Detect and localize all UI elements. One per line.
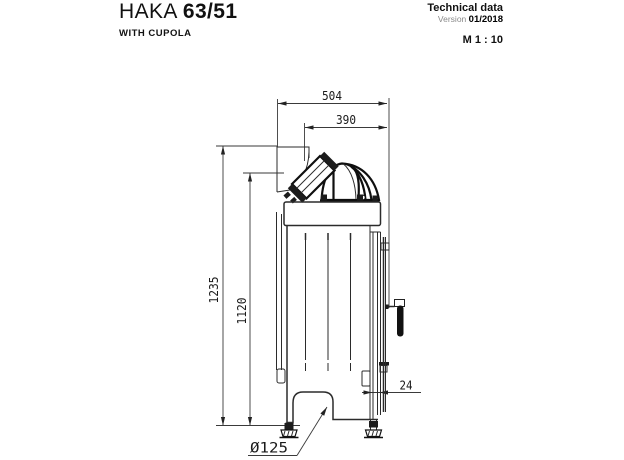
- cap-bolt: [321, 195, 327, 201]
- duct-clamp-bolt: [283, 192, 290, 199]
- dimension-frame-depth: [362, 378, 421, 395]
- stove-body: [277, 212, 390, 423]
- drawing-scale: M 1 : 10: [462, 34, 503, 46]
- product-variant: WITH CUPOLA: [119, 28, 192, 39]
- rear-bracket: [277, 369, 285, 383]
- dimension-total-height: [206, 146, 300, 426]
- dim-total-depth-label: 504: [322, 88, 342, 103]
- panel-seams: [306, 233, 351, 371]
- product-model: 63/51: [182, 0, 238, 23]
- dimension-flue-offset: [305, 112, 388, 161]
- cap-bolt: [373, 196, 378, 202]
- dim-intake-diameter-label: Ø125: [250, 440, 288, 457]
- handle-bar: [397, 306, 404, 337]
- door-handle: [385, 300, 405, 337]
- meta-title: Technical data: [427, 2, 503, 14]
- side-bracket: [362, 371, 370, 386]
- cap-bolt: [357, 195, 363, 201]
- leveling-foot-right: [364, 420, 383, 438]
- version-value: 01/2018: [468, 14, 503, 25]
- dim-flue-offset-label: 390: [336, 112, 356, 127]
- version-label: Version: [437, 14, 467, 24]
- dim-body-height-label: 1120: [234, 294, 249, 325]
- product-brand: HAKA: [119, 0, 177, 23]
- dim-total-height-label: 1235: [206, 273, 221, 304]
- leveling-foot-left: [280, 423, 299, 438]
- dim-frame-depth-label: 24: [399, 377, 413, 393]
- glass-door: [384, 237, 386, 412]
